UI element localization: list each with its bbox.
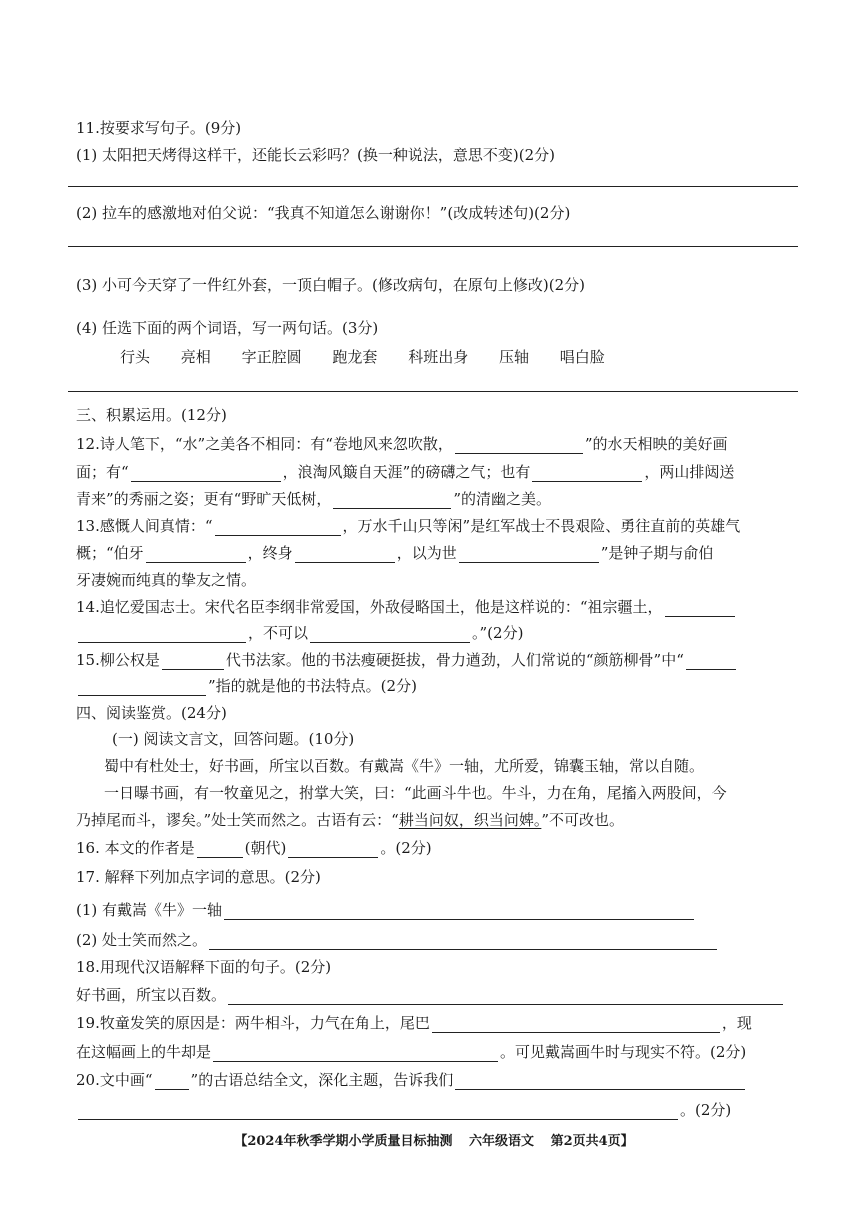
q20-line2: 。(2分) <box>76 1100 798 1120</box>
answer-line-q11-4[interactable] <box>68 391 798 392</box>
word-item: 字正腔圆 <box>241 348 302 366</box>
footer-subject: 六年级语文 <box>469 1134 535 1149</box>
q19-line2: 在这幅画上的牛却是 。可见戴嵩画牛时与现实不符。(2分) <box>76 1043 747 1061</box>
word-item: 行头 <box>120 348 151 366</box>
q11-part4: (4) 任选下面的两个词语，写一两句话。(3分) <box>76 319 379 337</box>
underlined-proverb: 耕当问奴，织当问婢。 <box>398 811 542 829</box>
word-item: 唱白脸 <box>559 348 605 366</box>
q11-part2: (2) 拉车的感激地对伯父说：“我真不知道怎么谢谢你！”(改成转述句)(2分) <box>76 204 571 222</box>
blank-field[interactable] <box>665 601 735 617</box>
q17-part2: (2) 处士笑而然之。 <box>76 930 798 950</box>
footer-page-number: 第2页共4页】 <box>550 1134 634 1149</box>
blank-field[interactable] <box>162 654 224 670</box>
answer-line-q11-1[interactable] <box>68 186 798 187</box>
blank-field[interactable] <box>455 1074 745 1090</box>
passage-line2: 一日曝书画，有一牧童见之，拊掌大笑，曰：“此画斗牛也。牛斗，力在角，尾搐入两股间，今 <box>104 784 727 802</box>
word-item: 亮相 <box>180 348 211 366</box>
blank-field[interactable] <box>78 1104 678 1120</box>
word-item: 跑龙套 <box>332 348 378 366</box>
blank-field[interactable] <box>197 842 243 858</box>
blank-field[interactable] <box>213 1046 498 1062</box>
q13-line3: 牙凄婉而纯真的挚友之情。 <box>76 571 257 589</box>
blank-field[interactable] <box>288 842 378 858</box>
blank-field[interactable] <box>209 934 717 950</box>
q18-title: 18.用现代汉语解释下面的句子。(2分) <box>76 958 332 976</box>
blank-field[interactable] <box>455 438 583 454</box>
blank-field[interactable] <box>146 547 246 563</box>
blank-field[interactable] <box>224 904 694 920</box>
blank-field[interactable] <box>333 493 451 509</box>
blank-field[interactable] <box>78 680 206 696</box>
word-item: 压轴 <box>498 348 529 366</box>
blank-field[interactable] <box>459 547 599 563</box>
q12-line3: 青来”的秀丽之姿；更有“野旷天低树， ”的清幽之美。 <box>76 490 552 508</box>
q12-line1: 12.诗人笔下，“水”之美各不相同：有“卷地风来忽吹散， ”的水天相映的美好画 <box>76 435 728 453</box>
blank-field[interactable] <box>532 466 642 482</box>
page-footer <box>0 1133 868 1151</box>
blank-field[interactable] <box>228 989 783 1005</box>
blank-field[interactable] <box>215 520 341 536</box>
blank-field[interactable] <box>295 547 395 563</box>
q11-title: 11.按要求写句子。(9分) <box>76 119 242 137</box>
word-item: 科班出身 <box>408 348 469 366</box>
passage-line1: 蜀中有杜处士，好书画，所宝以百数。有戴嵩《牛》一轴，尤所爱，锦囊玉轴，常以自随。 <box>104 757 705 775</box>
q11-part1: (1) 太阳把天烤得这样干，还能长云彩吗？(换一种说法，意思不变)(2分) <box>76 146 555 164</box>
footer-exam-name: 【2024年秋季学期小学质量目标抽测 <box>234 1134 453 1149</box>
q12-line2: 面；有“ ，浪淘风簸自天涯”的磅礴之气；也有 ，两山排闼送 <box>76 463 735 481</box>
blank-field[interactable] <box>78 627 246 643</box>
section-3-title: 三、积累运用。(12分) <box>76 406 227 424</box>
q15-line2: ”指的就是他的书法特点。(2分) <box>76 676 798 696</box>
passage-line3: 乃掉尾而斗，谬矣。”处士笑而然之。古语有云：“耕当问奴，织当问婢。”不可改也。 <box>76 811 625 829</box>
q16: 16. 本文的作者是 (朝代) 。(2分) <box>76 839 432 857</box>
word-list <box>120 347 842 367</box>
subsection-1-title: (一) 阅读文言文，回答问题。(10分) <box>112 730 355 748</box>
blank-field[interactable] <box>131 466 281 482</box>
q15-line1: 15.柳公权是 代书法家。他的书法瘦硬挺拔，骨力遒劲，人们常说的“颜筋柳骨”中“ <box>76 650 798 670</box>
section-4-title: 四、阅读鉴赏。(24分) <box>76 704 227 722</box>
q14-line2: ，不可以 。”(2分) <box>76 623 798 643</box>
q17-title: 17. 解释下列加点字词的意思。(2分) <box>76 868 321 886</box>
q13-line1: 13.感慨人间真情：“ ，万水千山只等闲”是红军战士不畏艰险、勇往直前的英雄气 <box>76 517 741 535</box>
q13-line2: 概；“伯牙 ，终身 ，以为世 ”是钟子期与俞伯 <box>76 544 714 562</box>
blank-field[interactable] <box>432 1017 720 1033</box>
blank-field[interactable] <box>686 654 736 670</box>
blank-field[interactable] <box>310 627 470 643</box>
q18-sentence: 好书画，所宝以百数。 <box>76 985 798 1005</box>
q14-line1: 14.追忆爱国志士。宋代名臣李纲非常爱国，外敌侵略国土，他是这样说的：“祖宗疆土， <box>76 597 798 617</box>
q19-line1: 19.牧童发笑的原因是：两牛相斗，力气在角上，尾巴 ，现 <box>76 1014 752 1032</box>
answer-line-q11-2[interactable] <box>68 246 798 247</box>
q17-part1: (1) 有戴嵩《牛》一轴 <box>76 900 798 920</box>
q11-part3: (3) 小可今天穿了一件红外套，一顶白帽子。(修改病句，在原句上修改)(2分) <box>76 276 585 294</box>
blank-field[interactable] <box>155 1074 189 1090</box>
q20-line1: 20.文中画“ ”的古语总结全文，深化主题，告诉我们 <box>76 1070 798 1090</box>
